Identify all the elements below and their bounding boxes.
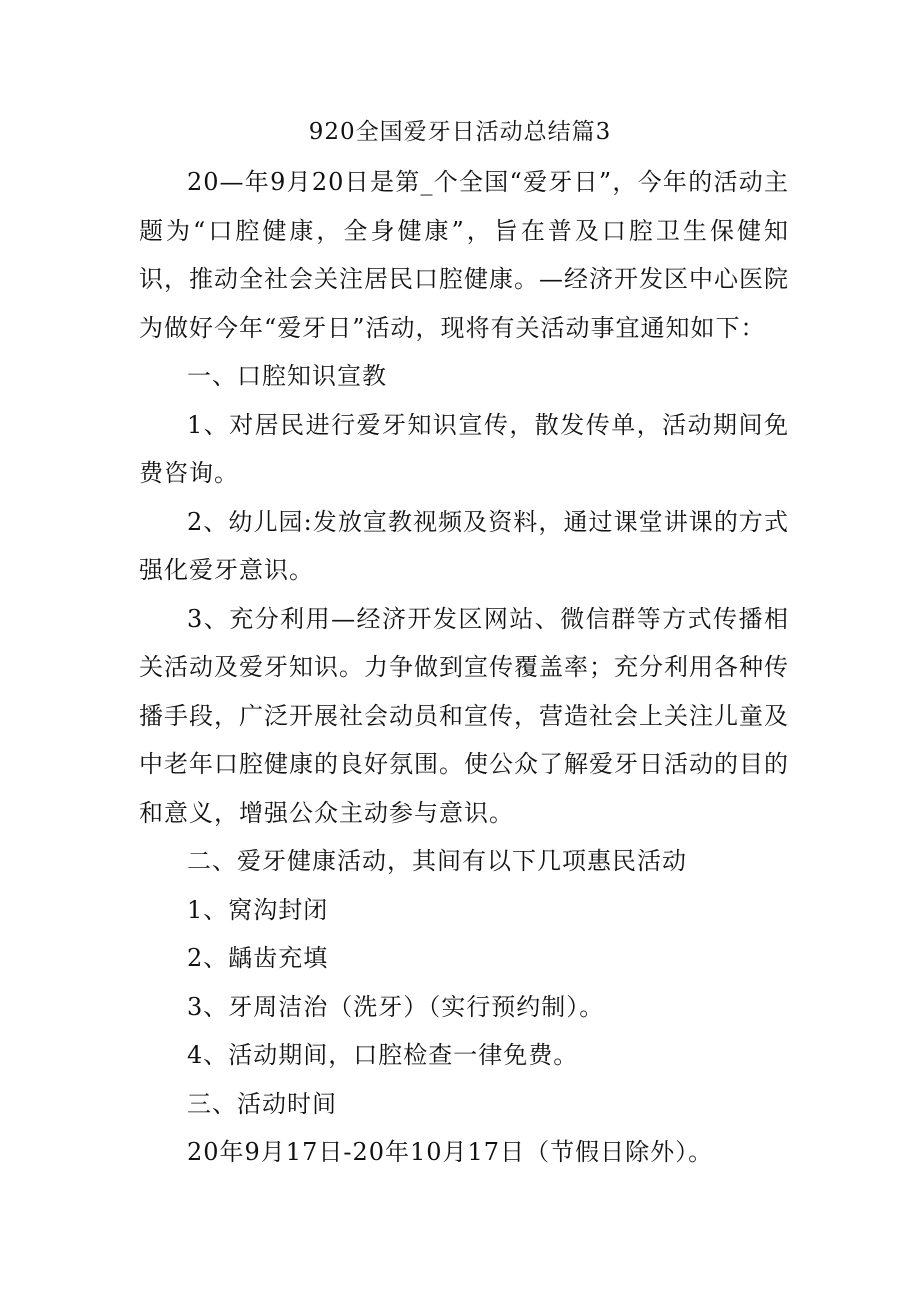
paragraph-date-range: 20年9月17日-20年10月17日（节假日除外）。 [187,1138,714,1166]
list-item: 4、活动期间，口腔检查一律免费。 [187,1041,579,1069]
list-item: 2、龋齿充填 [187,944,329,972]
section-heading-2: 二、爱牙健康活动，其间有以下几项惠民活动 [187,847,687,875]
paragraph-intro: 20—年9月20日是第_个全国“爱牙日”，今年的活动主题为“口腔健康，全身健康”，旨在普及口腔卫生保健知识，推动全社会关注居民口腔健康。—经济开发区中心医院为做好今年“爱牙日”活动，现将有关活动事宜通知如下： [139,168,789,342]
list-item: 2、幼儿园:发放宣教视频及资料，通过课堂讲课的方式强化爱牙意识。 [139,507,789,584]
section-heading-3: 三、活动时间 [187,1089,337,1118]
section-heading-1: 一、口腔知识宣教 [187,362,387,390]
document-title: 920全国爱牙日活动总结篇3 [308,119,612,145]
list-item: 1、窝沟封闭 [187,895,329,924]
list-item: 3、充分利用—经济开发区网站、微信群等方式传播相关活动及爱牙知识。力争做到宣传覆盖率；充分利用各种传播手段，广泛开展社会动员和宣传，营造社会上关注儿童及中老年口腔健康的良好氛围。使公众了解爱牙日活动的目的和意义，增强公众主动参与意识。 [139,604,789,827]
list-item: 1、对居民进行爱牙知识宣传，散发传单，活动期间免费咨询。 [139,410,789,487]
list-item: 3、牙周洁治（洗牙）（实行预约制）。 [187,992,605,1021]
document-body [139,158,789,1177]
